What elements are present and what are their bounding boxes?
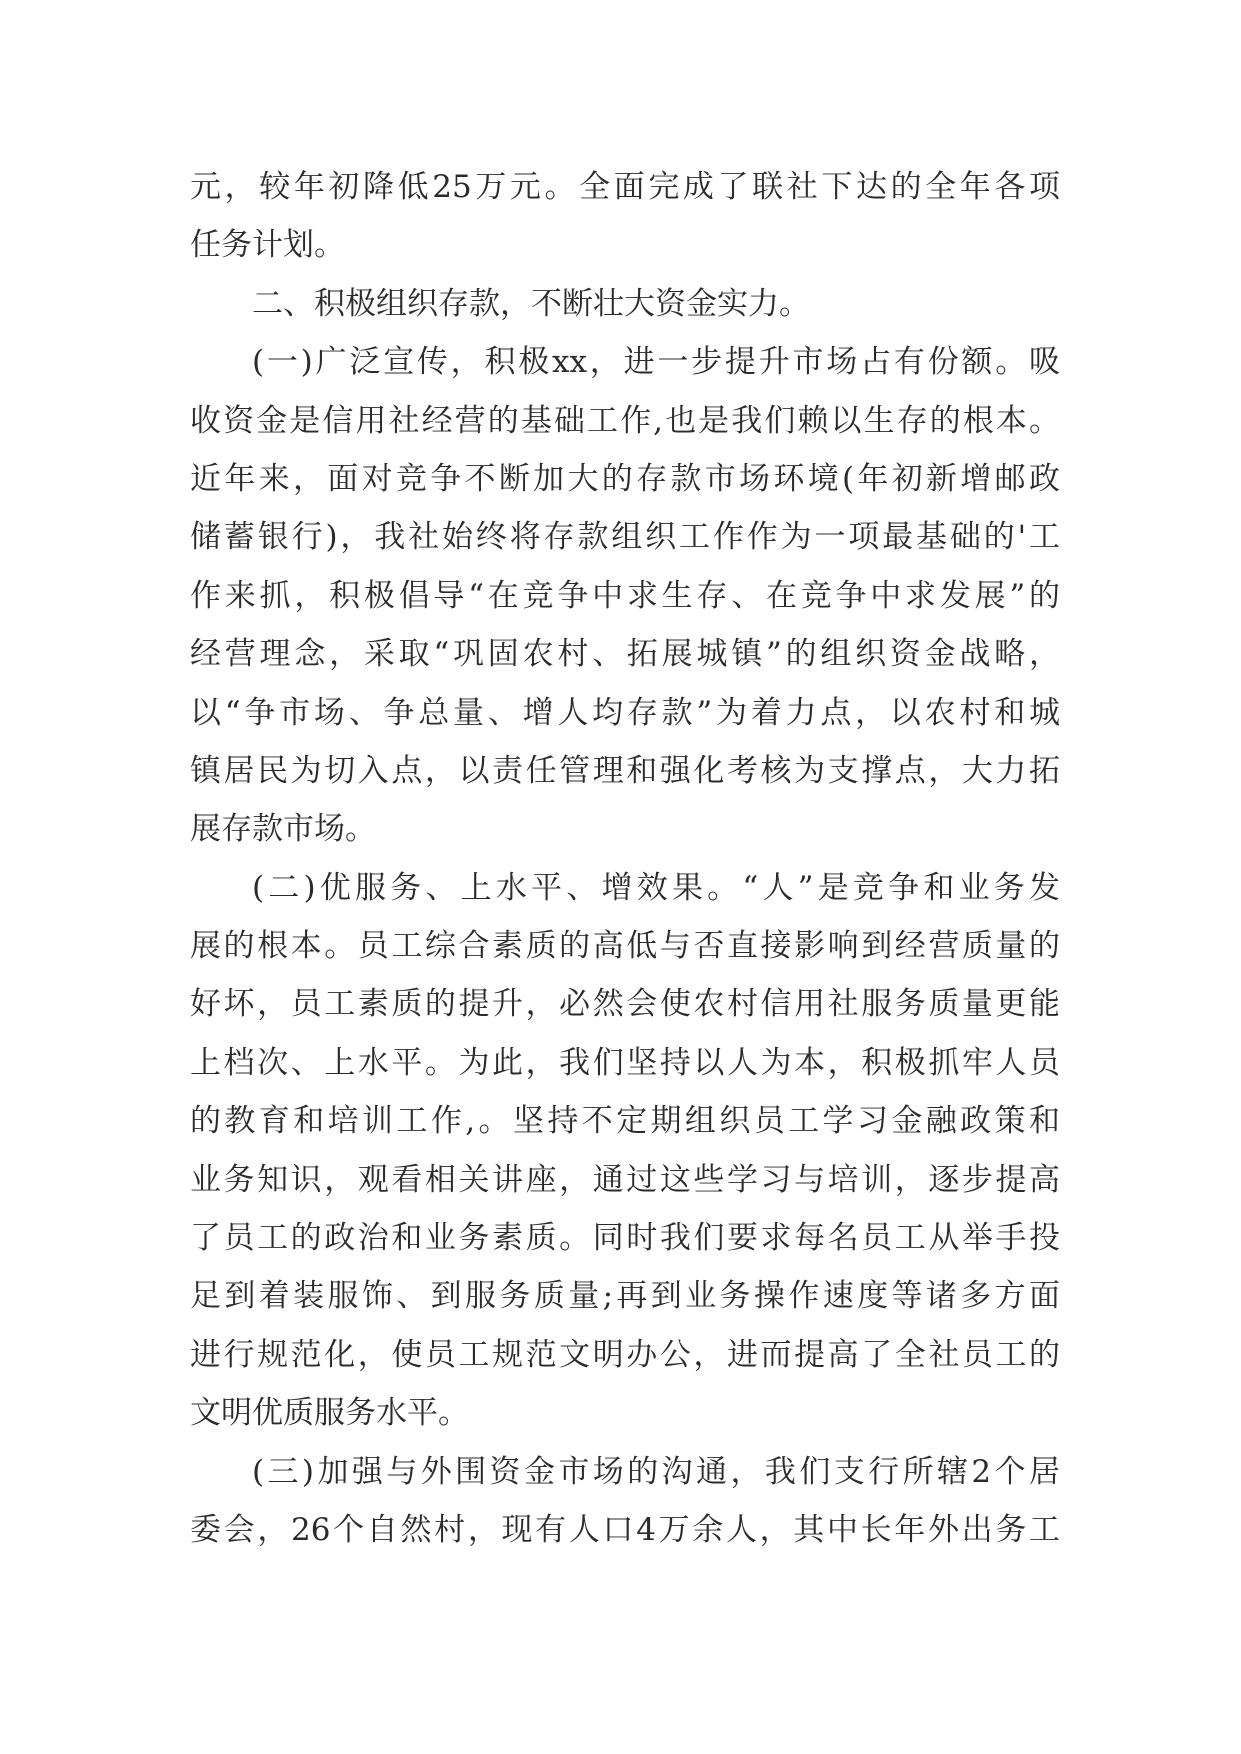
text-line: 收资金是信用社经营的基础工作,也是我们赖以生存的根本。 (190, 402, 1060, 439)
text-line: 镇居民为切入点，以责任管理和强化考核为支撑点，大力拓 (190, 752, 1060, 789)
document-body (190, 158, 1060, 1559)
text-line: 了员工的政治和业务素质。同时我们要求每名员工从举手投 (190, 1220, 1060, 1257)
paragraph-first-line: (一)广泛宣传，积极xx，进一步提升市场占有份额。吸 (252, 344, 1060, 381)
text-line: 上档次、上水平。为此，我们坚持以人为本，积极抓牢人员 (190, 1044, 1060, 1081)
text-line: 展的根本。员工综合素质的高低与否直接影响到经营质量的 (190, 928, 1060, 965)
text-line: 文明优质服务水平。 (190, 1395, 469, 1432)
text-line: 好坏，员工素质的提升，必然会使农村信用社服务质量更能 (190, 986, 1060, 1023)
text-line: 经营理念，采取“巩固农村、拓展城镇”的组织资金战略， (190, 636, 1060, 673)
text-line: 任务计划。 (190, 227, 345, 264)
text-line: 委会，26个自然村，现有人口4万余人，其中长年外出务工 (190, 1511, 1060, 1548)
text-line: 足到着装服饰、到服务质量;再到业务操作速度等诸多方面 (190, 1278, 1060, 1315)
text-line: 进行规范化，使员工规范文明办公，进而提高了全社员工的 (190, 1336, 1060, 1373)
text-line: 以“争市场、争总量、增人均存款”为着力点，以农村和城 (190, 694, 1060, 731)
text-line: 储蓄银行)，我社始终将存款组织工作作为一项最基础的'工 (190, 519, 1060, 556)
text-line: 作来抓，积极倡导“在竞争中求生存、在竞争中求发展”的 (190, 577, 1060, 614)
section-heading: 二、积极组织存款，不断壮大资金实力。 (252, 285, 810, 322)
paragraph-first-line: (二)优服务、上水平、增效果。“人”是竞争和业务发 (252, 869, 1060, 906)
text-line: 展存款市场。 (190, 811, 376, 848)
paragraph-first-line: (三)加强与外围资金市场的沟通，我们支行所辖2个居 (252, 1453, 1060, 1490)
text-line: 业务知识，观看相关讲座，通过这些学习与培训，逐步提高 (190, 1161, 1060, 1198)
text-line: 近年来，面对竞争不断加大的存款市场环境(年初新增邮政 (190, 460, 1060, 497)
text-line: 的教育和培训工作,。坚持不定期组织员工学习金融政策和 (190, 1103, 1060, 1140)
text-line: 元，较年初降低25万元。全面完成了联社下达的全年各项 (190, 169, 1060, 205)
